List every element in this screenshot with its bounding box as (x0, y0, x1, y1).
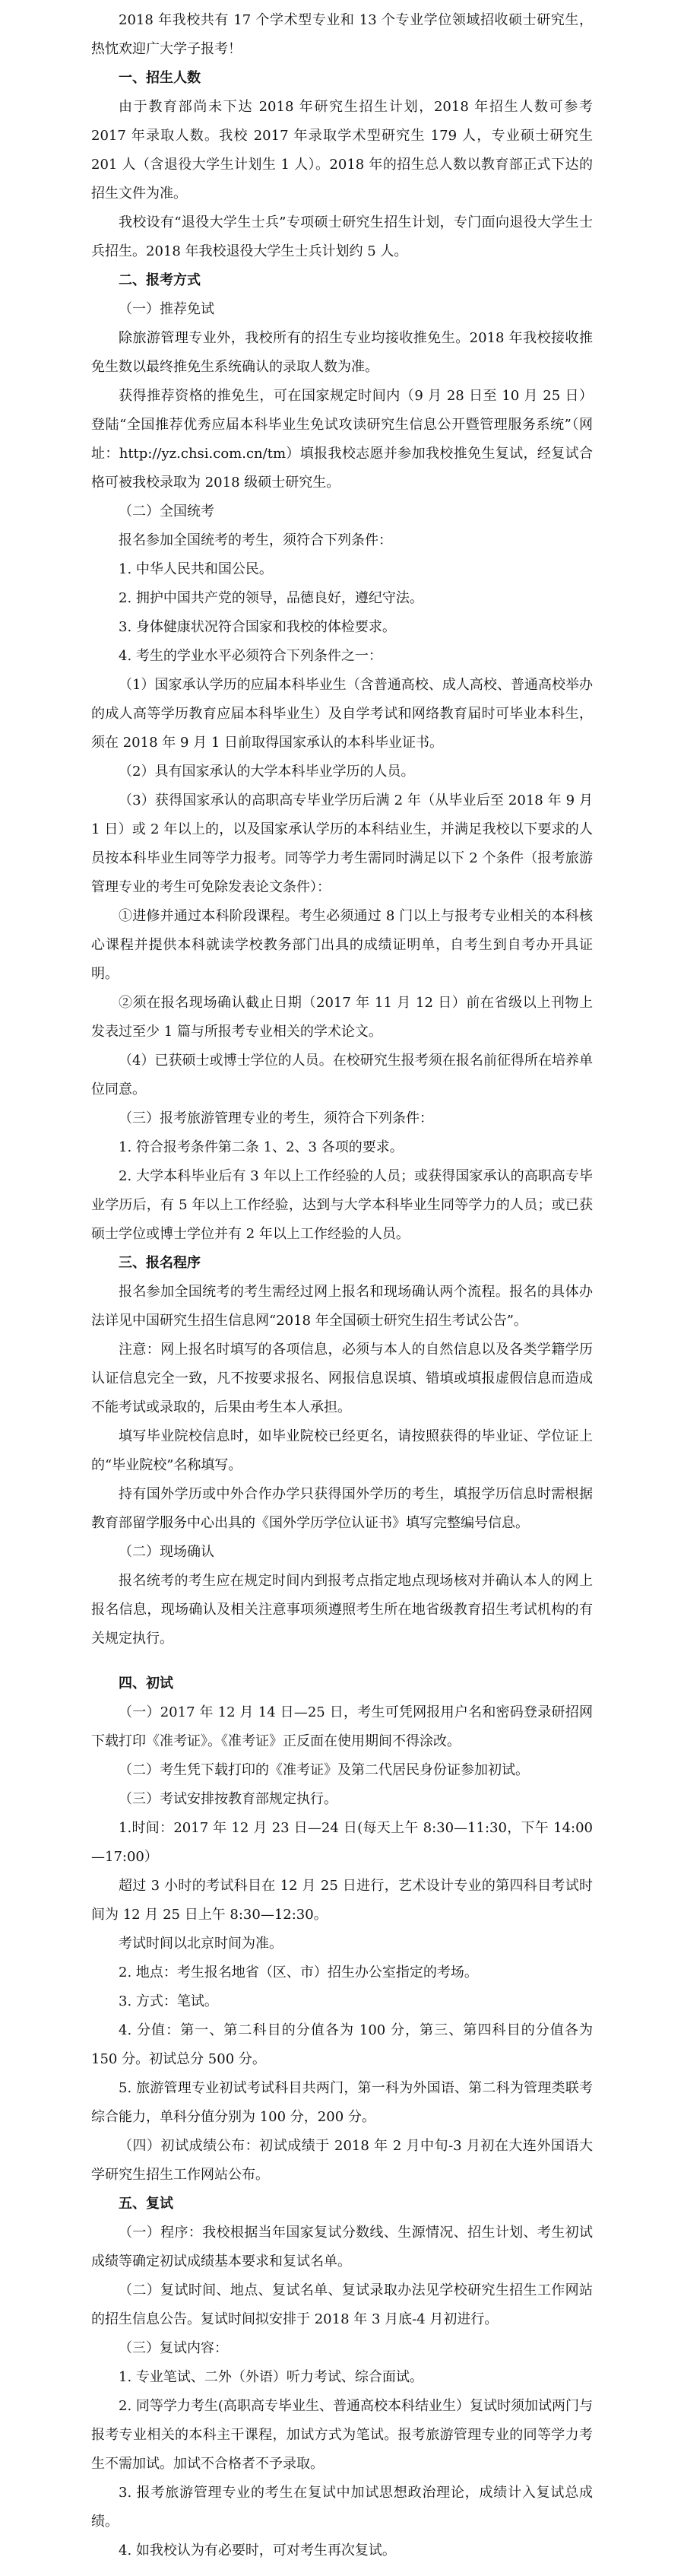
paragraph: 3. 身体健康状况符合国家和我校的体检要求。 (119, 619, 396, 635)
section-heading: 二、报考方式 (119, 272, 201, 288)
paragraph: 3. 方式：笔试。 (119, 1993, 218, 2009)
paragraph: （三）复试内容： (119, 2340, 228, 2356)
section-heading: 四、初试 (119, 1676, 173, 1691)
paragraph: 持有国外学历或中外合作办学只获得国外学历的考生，填报学历信息时需根据教育部留学服务中心出具的《国外学历学位认证书》填写完整编号信息。 (91, 1486, 593, 1531)
paragraph: （一）2017 年 12 月 14 日—25 日，考生可凭网报用户名和密码登录研招网下载打印《准考证》。《准考证》正反面在使用期间不得涂改。 (91, 1704, 593, 1749)
paragraph: （2）具有国家承认的大学本科毕业学历的人员。 (119, 764, 415, 780)
paragraph: （一）推荐免试 (119, 301, 214, 317)
paragraph: （二）复试时间、地点、复试名单、复试录取办法见学校研究生招生工作网站的招生信息公告。复试时间拟安排于 2018 年 3 月底-4 月初进行。 (91, 2282, 593, 2327)
paragraph: 1. 中华人民共和国公民。 (119, 561, 273, 577)
paragraph: 2. 同等学力考生(高职高专毕业生、普通高校本科结业生）复试时须加试两门与报考专业相关的本科主干课程，加试方式为笔试。报考旅游管理专业的同等学力考生不需加试。加试不合格者不予录取。 (91, 2398, 593, 2472)
paragraph: 2018 年我校共有 17 个学术型专业和 13 个专业学位领域招收硕士研究生，热忱欢迎广大学子报考！ (91, 12, 593, 57)
paragraph: 除旅游管理专业外，我校所有的招生专业均接收推免生。2018 年我校接收推免生数以最终推免生系统确认的录取人数为准。 (91, 330, 593, 375)
paragraph: 我校设有“退役大学生士兵”专项硕士研究生招生计划，专门面向退役大学生士兵招生。2018 年我校退役大学生士兵计划约 5 人。 (91, 214, 593, 259)
paragraph: 2. 大学本科毕业后有 3 年以上工作经验的人员；或获得国家承认的高职高专毕业学历后，有 5 年以上工作经验，达到与大学本科毕业生同等学力的人员；或已获硕士学位或博士学位并有 2 年以上工作经验的人员。 (91, 1168, 593, 1242)
paragraph: （三）考试安排按教育部规定执行。 (119, 1791, 337, 1807)
paragraph: 1. 专业笔试、二外（外语）听力考试、综合面试。 (119, 2369, 423, 2385)
paragraph: 报名统考的考生应在规定时间内到报考点指定地点现场核对并确认本人的网上报名信息，现场确认及相关注意事项须遵照考生所在地省级教育招生考试机构的有关规定执行。 (91, 1573, 593, 1647)
paragraph: （1）国家承认学历的应届本科毕业生（含普通高校、成人高校、普通高校举办的成人高等学历教育应届本科毕业生）及自学考试和网络教育届时可毕业本科生，须在 2018 年 9 月 1 日前取得国家承认的本科毕业证书。 (91, 677, 593, 751)
section-heading: 一、招生人数 (119, 70, 201, 86)
paragraph: 1.时间：2017 年 12 月 23 日—24 日(每天上午 8:30—11:30，下午 14:00—17:00） (91, 1820, 593, 1865)
paragraph: （二）考生凭下载打印的《准考证》及第二代居民身份证参加初试。 (119, 1762, 529, 1778)
paragraph: ①进修并通过本科阶段课程。考生必须通过 8 门以上与报考专业相关的本科核心课程并提供本科就读学校教务部门出具的成绩证明单，自考生到自考办开具证明。 (91, 908, 593, 982)
paragraph: 2. 拥护中国共产党的领导，品德良好，遵纪守法。 (119, 590, 423, 606)
paragraph: 报名参加全国统考的考生，须符合下列条件： (119, 532, 392, 548)
section-heading: 五、复试 (119, 2196, 173, 2212)
paragraph: （二）现场确认 (119, 1544, 214, 1560)
paragraph: 1. 符合报考条件第二条 1、2、3 各项的要求。 (119, 1139, 404, 1155)
paragraph: （3）获得国家承认的高职高专毕业学历后满 2 年（从毕业后至 2018 年 9 月 1 日）或 2 年以上的，以及国家承认学历的本科结业生，并满足我校以下要求的人员按本科毕业生同等学力报考。同等学力考生需同时满足以下 2 个条件（报考旅游管理专业的考生可免除发表论文条件）： (91, 792, 593, 895)
paragraph: 注意：网上报名时填写的各项信息，必须与本人的自然信息以及各类学籍学历认证信息完全一致，凡不按要求报名、网报信息误填、错填或填报虚假信息而造成不能考试或录取的，后果由考生本人承担。 (91, 1342, 593, 1415)
paragraph: 由于教育部尚未下达 2018 年研究生招生计划，2018 年招生人数可参考 2017 年录取人数。我校 2017 年录取学术型研究生 179 人，专业硕士研究生 201 人（含退役大学生计划生 1 人）。2018 年的招生总人数以教育部正式下达的招生文件为准。 (91, 99, 593, 202)
paragraph: 4. 分值：第一、第二科目的分值各为 100 分，第三、第四科目的分值各为 150 分。初试总分 500 分。 (91, 2022, 593, 2067)
paragraph: 4. 考生的学业水平必须符合下列条件之一： (119, 648, 382, 664)
paragraph: （二）全国统考 (119, 503, 214, 519)
paragraph: 超过 3 小时的考试科目在 12 月 25 日进行，艺术设计专业的第四科目考试时间为 12 月 25 日上午 8:30—12:30。 (91, 1878, 593, 1923)
paragraph: （四）初试成绩公布：初试成绩于 2018 年 2 月中旬-3 月初在大连外国语大学研究生招生工作网站公布。 (91, 2138, 593, 2183)
paragraph: （4）已获硕士或博士学位的人员。在校研究生报考须在报名前征得所在培养单位同意。 (91, 1053, 593, 1097)
paragraph: （一）程序：我校根据当年国家复试分数线、生源情况、招生计划、考生初试成绩等确定初试成绩基本要求和复试名单。 (91, 2225, 593, 2269)
paragraph: 3. 报考旅游管理专业的考生在复试中加试思想政治理论，成绩计入复试总成绩。 (91, 2485, 593, 2530)
paragraph: ②须在报名现场确认截止日期（2017 年 11 月 12 日）前在省级以上刊物上发表过至少 1 篇与所报考专业相关的学术论文。 (91, 995, 593, 1040)
paragraph: 考试时间以北京时间为准。 (119, 1936, 283, 1952)
paragraph: 5. 旅游管理专业初试考试科目共两门，第一科为外国语、第二科为管理类联考综合能力，单科分值分别为 100 分，200 分。 (91, 2080, 593, 2125)
paragraph: 2. 地点：考生报名地省（区、市）招生办公室指定的考场。 (119, 1965, 478, 1980)
paragraph: 填写毕业院校信息时，如毕业院校已经更名，请按照获得的毕业证、学位证上的“毕业院校”名称填写。 (91, 1428, 593, 1473)
paragraph: 报名参加全国统考的考生需经过网上报名和现场确认两个流程。报名的具体办法详见中国研究生招生信息网“2018 年全国硕士研究生招生考试公告”。 (91, 1284, 593, 1329)
paragraph: 获得推荐资格的推免生，可在国家规定时间内（9 月 28 日至 10 月 25 日）登陆“全国推荐优秀应届本科毕业生免试攻读研究生信息公开暨管理服务系统”（网址：http://yz.chsi.com.cn/tm）填报我校志愿并参加我校推免生复试，经复试合格可被我校录取为 2018 级硕士研究生。 (91, 388, 593, 491)
section-heading: 三、报名程序 (119, 1255, 201, 1271)
paragraph: （三）报考旅游管理专业的考生，须符合下列条件： (119, 1110, 433, 1126)
paragraph: 4. 如我校认为有必要时，可对考生再次复试。 (119, 2543, 396, 2559)
